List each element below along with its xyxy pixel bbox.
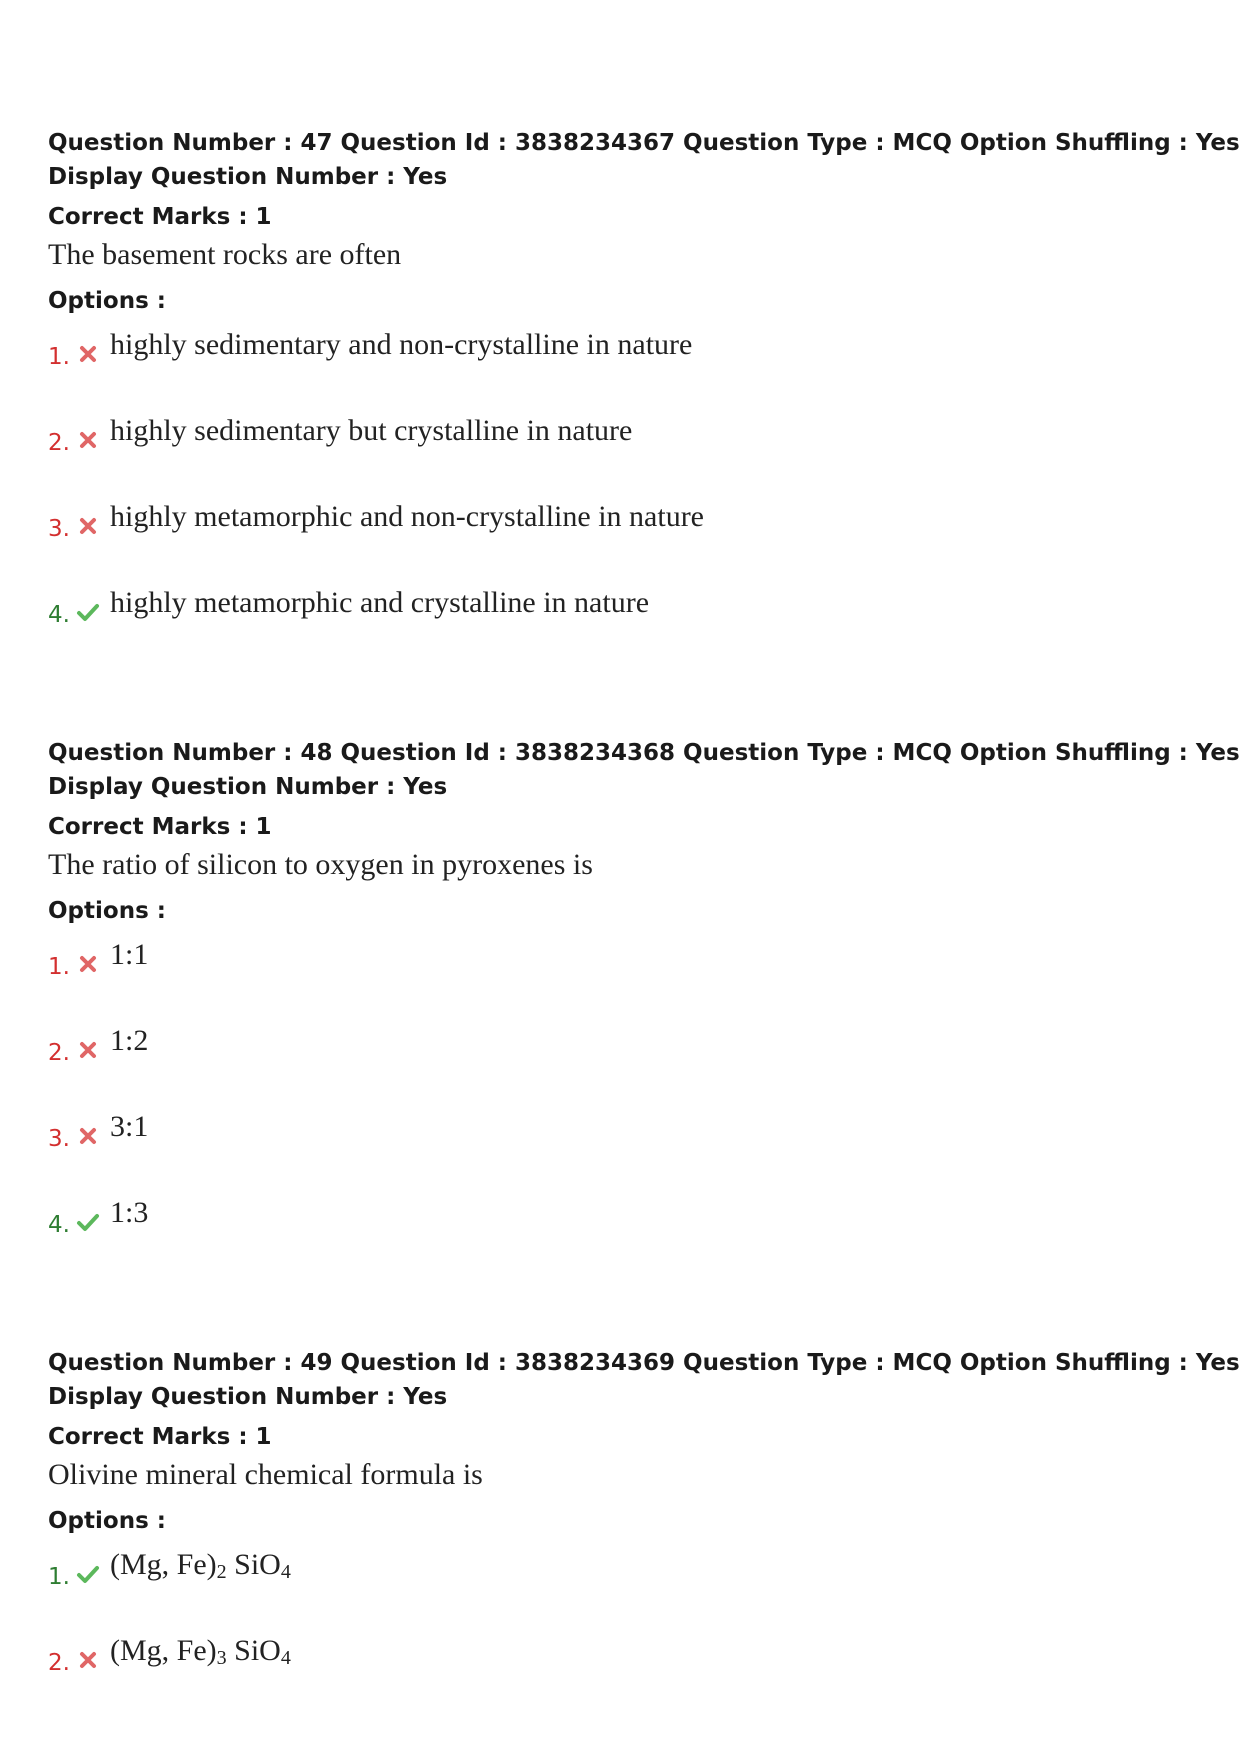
question-meta-line: Question Number : 48 Question Id : 3838234368 Question Type : MCQ Option Shuffling : Yes [48, 740, 1240, 766]
question-47 [48, 126, 1240, 670]
cross-icon [76, 1648, 100, 1672]
option-number: 2. [48, 430, 70, 456]
option-text: 3:1 [110, 1110, 149, 1143]
option-number: 2. [48, 1040, 70, 1066]
option-2 [48, 412, 1198, 498]
option-1 [48, 326, 1198, 412]
option-text [110, 1546, 291, 1584]
option-2 [48, 1022, 1198, 1108]
formula-part: (Mg, Fe) [110, 1634, 217, 1667]
question-stem: Olivine mineral chemical formula is [48, 1458, 483, 1491]
formula-subscript: 3 [216, 1647, 227, 1669]
check-icon [76, 1210, 100, 1234]
options-label: Options : [48, 1508, 166, 1534]
option-number: 3. [48, 1126, 70, 1152]
formula-subscript: 4 [280, 1561, 291, 1583]
option-number: 3. [48, 516, 70, 542]
question-stem: The basement rocks are often [48, 238, 402, 271]
option-1 [48, 1546, 1198, 1632]
option-number: 1. [48, 1564, 70, 1590]
options-label: Options : [48, 288, 166, 314]
question-meta-line: Question Number : 47 Question Id : 3838234367 Question Type : MCQ Option Shuffling : Yes [48, 130, 1240, 156]
question-paper [48, 126, 1240, 1718]
check-icon [76, 1562, 100, 1586]
option-3 [48, 1108, 1198, 1194]
option-number: 2. [48, 1650, 70, 1676]
option-number: 4. [48, 1212, 70, 1238]
correct-marks: Correct Marks : 1 [48, 204, 272, 230]
display-question-number: Display Question Number : Yes [48, 164, 448, 190]
option-4 [48, 584, 1198, 670]
option-number: 1. [48, 344, 70, 370]
option-text: highly metamorphic and non-crystalline in nature [110, 500, 704, 533]
option-text: highly metamorphic and crystalline in nature [110, 586, 650, 619]
option-text: highly sedimentary but crystalline in nature [110, 414, 633, 447]
question-48 [48, 736, 1240, 1280]
option-3 [48, 498, 1198, 584]
option-text: highly sedimentary and non-crystalline in nature [110, 328, 693, 361]
display-question-number: Display Question Number : Yes [48, 1384, 448, 1410]
cross-icon [76, 1038, 100, 1062]
formula-part: SiO [226, 1548, 281, 1581]
question-stem: The ratio of silicon to oxygen in pyroxenes is [48, 848, 593, 881]
option-2 [48, 1632, 1198, 1718]
cross-icon [76, 952, 100, 976]
option-number: 1. [48, 954, 70, 980]
correct-marks: Correct Marks : 1 [48, 1424, 272, 1450]
cross-icon [76, 428, 100, 452]
formula-subscript: 2 [216, 1561, 227, 1583]
option-text: 1:3 [110, 1196, 149, 1229]
cross-icon [76, 342, 100, 366]
cross-icon [76, 514, 100, 538]
options-label: Options : [48, 898, 166, 924]
cross-icon [76, 1124, 100, 1148]
display-question-number: Display Question Number : Yes [48, 774, 448, 800]
option-4 [48, 1194, 1198, 1280]
check-icon [76, 600, 100, 624]
question-meta-line: Question Number : 49 Question Id : 3838234369 Question Type : MCQ Option Shuffling : Yes [48, 1350, 1240, 1376]
correct-marks: Correct Marks : 1 [48, 814, 272, 840]
option-text [110, 1632, 291, 1670]
question-49 [48, 1346, 1240, 1718]
formula-part: SiO [226, 1634, 281, 1667]
option-1 [48, 936, 1198, 1022]
option-text: 1:2 [110, 1024, 149, 1057]
formula-part: (Mg, Fe) [110, 1548, 217, 1581]
option-text: 1:1 [110, 938, 149, 971]
formula-subscript: 4 [280, 1647, 291, 1669]
option-number: 4. [48, 602, 70, 628]
